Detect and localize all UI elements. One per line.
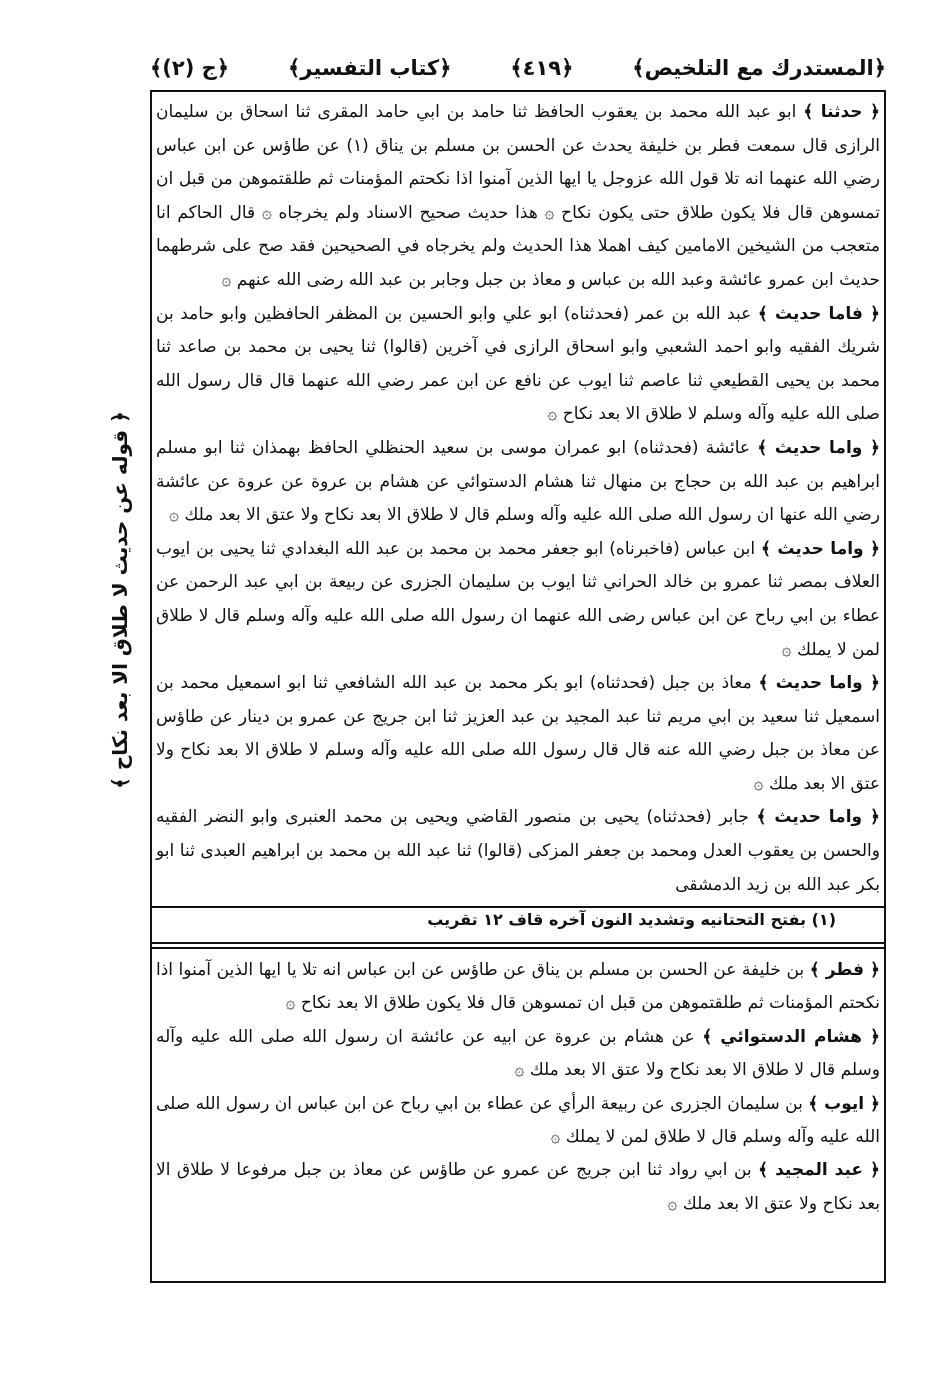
paragraph-text: بن خليفة عن الحسن بن مسلم بن يناق عن طاؤس عن ابن عباس انه تلا يا ايها الذين آمنوا اذا نكحتم المؤمنات ثم طلقتموهن من قبل ان تمسوهن قال فلا يكون طلاق الا بعد نكاح ۞ xyxy=(156,960,880,1014)
hadith-paragraph xyxy=(156,533,880,667)
paragraph-text: بن ابي رواد ثنا ابن جريج عن عمرو عن طاؤس عن معاذ بن جبل مرفوعا لا طلاق الا بعد نكاح ولا عتق الا بعد ملك ۞ xyxy=(156,1160,880,1214)
talkhis-divider-top xyxy=(152,942,884,944)
paragraph-lead: ﴿ هشام الدستوائي ﴾ xyxy=(702,1026,880,1047)
page-header xyxy=(150,48,886,88)
hadith-paragraph xyxy=(156,667,880,801)
paragraph-text: عائشة (فحدثناه) ابو عمران موسى بن سعيد الحنظلي الحافظ بهمذان ثنا ابو مسلم ابراهيم بن عبد الله بن حجاج بن منهال ثنا هشام الدستوائي عن هشام بن عروة عن عروة عن عائشة رضي الله عنها ان رسول الله صلى الله عليه وآله وسلم قال لا طلاق الا بعد نكاح ولا عتق الا بعد ملك ۞ xyxy=(156,437,880,526)
paragraph-lead: ﴿ عبد المجيد ﴾ xyxy=(758,1160,881,1181)
book-title: ﴿المستدرك مع التلخيص﴾ xyxy=(632,56,886,80)
talkhis-section xyxy=(156,954,880,1221)
footnote: (١) بفتح التحتانيه وتشديد النون آخره قاف ١٢ تقريب xyxy=(427,910,836,929)
paragraph-lead: ﴿ واما حديث ﴾ xyxy=(756,807,881,828)
paragraph-text: عن هشام بن عروة عن ابيه عن عائشة ان رسول الله صلى الله عليه وآله وسلم قال لا طلاق الا بعد نكاح ولا عتق الا بعد ملك ۞ xyxy=(156,1026,880,1081)
chapter-title: ﴿كتاب التفسير﴾ xyxy=(287,56,452,80)
hadith-paragraph xyxy=(156,801,880,902)
paragraph-lead: ﴿ واما حديث ﴾ xyxy=(757,437,880,458)
paragraph-lead: ﴿ ايوب ﴾ xyxy=(808,1093,880,1114)
paragraph-text: ابن عباس (فاخبرناه) ابو جعفر محمد بن محمد بن عبد الله البغدادي ثنا يحيى بن ايوب العلاف بمصر ثنا عمرو بن خالد الحراني ثنا ايوب بن سليمان الجزرى عن ربيعة بن ابي عبد الرحمن عن عطاء بن ابي رباح عن ابن عباس رضى الله عنهما ان رسول الله صلى الله عليه وآله وسلم قال لا طلاق لمن لا يملك ۞ xyxy=(156,538,880,660)
volume-label: ﴿ج (٢)﴾ xyxy=(150,56,230,80)
paragraph-lead: ﴿ واما حديث ﴾ xyxy=(758,673,880,694)
hadith-paragraph xyxy=(156,432,880,533)
talkhis-paragraph xyxy=(156,1021,880,1088)
paragraph-lead: ﴿ فطر ﴾ xyxy=(809,960,880,980)
hadith-paragraph xyxy=(156,96,880,298)
talkhis-paragraph xyxy=(156,1088,880,1155)
paragraph-lead: ﴿ واما حديث ﴾ xyxy=(761,538,880,559)
main-text xyxy=(156,96,880,902)
paragraph-text: ابو عبد الله محمد بن يعقوب الحافظ ثنا حامد بن ابي حامد المقرى ثنا اسحاق بن سليمان الرازى قال سمعت فطر بن خليفة يحدث عن الحسن بن مسلم بن يناق (١) عن طاؤس عن ابن عباس رضي الله عنهما انه تلا قول الله عزوجل يا ايها الذين آمنوا اذا نكحتم المؤمنات ثم طلقتموهن من قبل ان تمسوهن قال فلا يكون طلاق حتى يكون نكاح ۞ هذا حديث صحيح الاسناد ولم يخرجاه ۞ قال الحاكم انا متعجب من الشيخين الامامين كيف اهملا هذا الحديث ولم يخرجاه في الصحيحين فقد صح على شرطهما حديث ابن عمرو عائشة وعبد الله بن عباس و معاذ بن جبل وجابر بن عبد الله رضى الله عنهم ۞ xyxy=(156,102,880,290)
paragraph-text: جابر (فحدثناه) يحيى بن منصور القاضي ويحيى بن محمد العنبرى وابو النضر الفقيه والحسن بن يعقوب العدل ومحمد بن جعفر المزكى (قالوا) ثنا عبد الله بن محمد بن ابراهيم العبدى ثنا ابو بكر عبد الله بن زيد الدمشقى xyxy=(156,807,880,895)
footnote-divider xyxy=(152,906,884,908)
talkhis-paragraph xyxy=(156,954,880,1021)
paragraph-lead: ﴿ حدثنا ﴾ xyxy=(803,102,880,122)
paragraph-text: معاذ بن جبل (فحدثناه) ابو بكر محمد بن عبد الله الشافعي ثنا ابو اسمعيل محمد بن اسمعيل ثنا سعيد بن ابي مريم ثنا عبد المجيد بن عبد العزيز ثنا ابن جريج عن عمرو بن دينار عن طاؤس عن معاذ بن جبل رضي الله عنه قال قال رسول الله صلى الله عليه وآله وسلم لا طلاق الا بعد نكاح ولا عتق الا بعد ملك ۞ xyxy=(156,673,880,794)
paragraph-text: عبد الله بن عمر (فحدثناه) ابو علي وابو الحسين بن المظفر الحافظين وابو حامد بن شريك الفقيه وابو احمد الشعبي وابو اسحاق الرازى في آخرين (قالوا) ثنا يحيى بن محمد بن صاعد ثنا محمد بن يحيى القطيعي ثنا عاصم ثنا ايوب عن نافع عن ابن عمر رضي الله عنهما قال قال رسول الله صلى الله عليه وآله وسلم لا طلاق الا بعد نكاح ۞ xyxy=(156,303,880,425)
hadith-paragraph xyxy=(156,298,880,432)
margin-note xyxy=(92,320,148,880)
paragraph-text: بن سليمان الجزرى عن ربيعة الرأي عن عطاء بن ابي رباح عن ابن عباس ان رسول الله صلى الله عليه وآله وسلم قال لا طلاق لمن لا يملك ۞ xyxy=(156,1093,880,1148)
talkhis-paragraph xyxy=(156,1154,880,1221)
talkhis-divider-bottom xyxy=(152,947,884,949)
page-number: ﴿٤١٩﴾ xyxy=(510,56,574,80)
margin-note-text: ﴿ قوله عن حديث لا طلاق الا بعد نكاح ﴾ xyxy=(108,411,132,789)
paragraph-lead: ﴿ فاما حديث ﴾ xyxy=(757,303,880,324)
